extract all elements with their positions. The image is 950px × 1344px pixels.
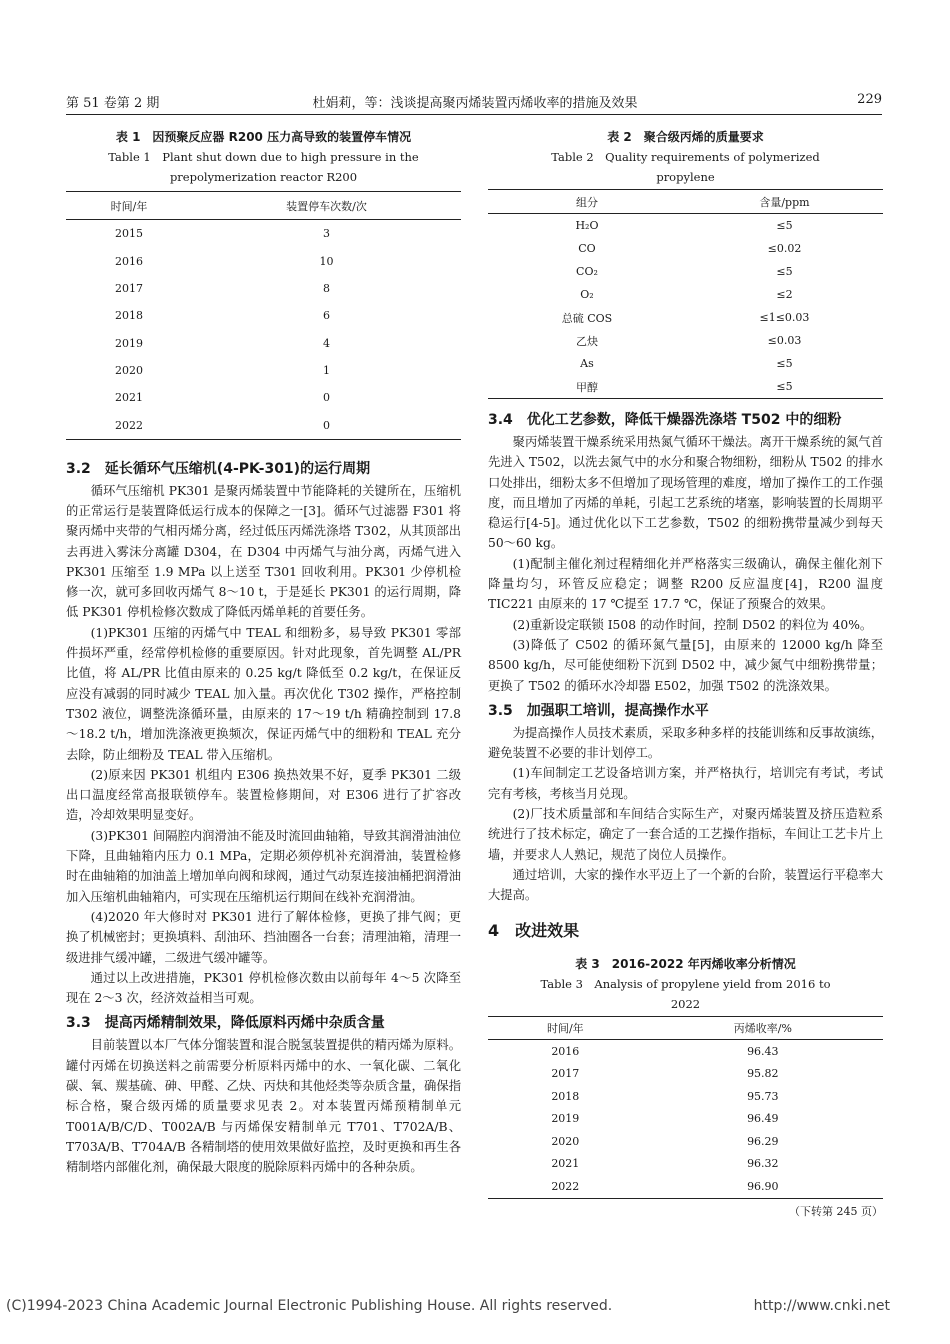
table1-cell: 2017: [114, 282, 143, 296]
table-row: [488, 237, 883, 260]
table1: [66, 191, 461, 440]
table2-cell: As: [580, 357, 594, 370]
table1-header-row: [66, 192, 461, 220]
table1-cell: 2022: [114, 418, 143, 432]
left-column: [66, 128, 461, 1177]
table-row: [66, 357, 461, 384]
paragraph: 通过培训，大家的操作水平迈上了一个新的台阶，装置运行平稳率大大提高。: [488, 867, 883, 903]
paragraph: (1)PK301 压缩的丙烯气中 TEAL 和细粉多，易导致 PK301 零部件损坏严重，经常停机检修的重要原因。针对此现象，首先调整 AL/PR 比值，将 AL/PR 比值由原来的 0.25 kg/t 降低至 0.2 kg/t，在保证反应没有减弱的同时减少 TEAL 加入量。再次优化 T302 操作，严格控制 T302 液位，调整洗涤循环量，由原来的 17～19 t/h 精确控制到 17.8～18.2 t/h，增加洗涤液更换频次，保证丙烯气中的细粉和 TEAL 充分去除，防止细粉及 TEAL 带入压缩机。: [66, 625, 461, 762]
table2-cell: 总硫 COS: [561, 311, 613, 325]
table1-cell: 2016: [114, 254, 143, 268]
section-3-3: [66, 1012, 461, 1177]
table-row: [488, 1085, 883, 1108]
paragraph: 目前装置以本厂气体分馏装置和混合脱氢装置提供的精丙烯为原料。罐付丙烯在切换送料之前需要分析原料丙烯中的水、一氧化碳、二氧化碳、氧、羰基硫、砷、甲醛、乙炔、丙炔和其他烃类等杂质含量，确保指标合格，聚合级丙烯的质量要求见表 2。对本装置丙烯预精制单元 T001A/B/C/D、T002A/B 与丙烯保安精制单元 T701、T702A/B、T703A/B、T704A/B 各精制塔的使用效果做好监控，及时更换和再生各精制塔内部催化剂，确保最大限度的脱除原料丙烯中的各种杂质。: [66, 1038, 461, 1175]
copyright-text: (C)1994-2023 China Academic Journal Electronic Publishing House. All rights reserved.: [6, 1298, 613, 1314]
table3-caption-cn: 表 3 2016-2022 年丙烯收率分析情况: [575, 956, 796, 971]
paragraph: 聚丙烯装置干燥系统采用热氮气循环干燥法。离开干燥系统的氮气首先进入 T502，以洗去氮气中的水分和聚合物细粉，细粉从 T502 的排水口处排出，细粉太多不但增加了现场管理的难度，增加了操作工的工作强度，而且增加了丙烯的单耗，引起工艺系统的堵塞，影响装置的长周期平稳运行[4-5]。通过优化以下工艺参数，T502 的细粉携带量减少到每天 50～60 kg。: [488, 435, 883, 551]
table-row: [66, 384, 461, 411]
paragraph: 循环气压缩机 PK301 是聚丙烯装置中节能降耗的关键所在，压缩机的正常运行是装置降低运行成本的保障之一[3]。循环气过滤器 F301 将聚丙烯中夹带的气相丙烯分离，经过低压丙烯洗涤塔 T302，从其顶部出去再进入雾沫分离罐 D304，在 D304 中丙烯气与油分离，丙烯气进入 PK301 压缩至 1.9 MPa 以上送至 T301 回收利用。PK301 少停机检修一次，就可多回收丙烯气 8～10 t，于是延长 PK301 的运行周期，降低 PK301 停机检修次数成了降低丙烯单耗的首要任务。: [66, 483, 461, 620]
paragraph: (4)2020 年大修时对 PK301 进行了解体检修，更换了排气阀；更换了机械密封；更换填料、刮油环、挡油圈各一台套；清理油箱，清理一级进排气缓冲罐，二级进气缓冲罐等。: [66, 909, 461, 965]
table2-cell: ≤1≤0.03: [759, 311, 810, 324]
table1-cell: 0: [322, 391, 330, 405]
table3-cell: 96.90: [747, 1179, 779, 1193]
table-row: [488, 306, 883, 329]
table2-cell: ≤5: [776, 219, 793, 232]
section-3-2-heading: 3.2 延长循环气压缩机(4-PK-301)的运行周期: [66, 460, 371, 477]
table3-cell: 2020: [551, 1134, 580, 1148]
table2-cell: CO: [578, 242, 596, 255]
table3: [488, 1016, 883, 1199]
table2-col-content: 含量/ppm: [759, 195, 810, 209]
table-row: [66, 220, 461, 248]
table-row: [66, 275, 461, 302]
table3-cell: 2017: [551, 1067, 580, 1081]
table2-col-component: 组分: [575, 195, 598, 209]
table2-caption-cn: 表 2 聚合级丙烯的质量要求: [607, 130, 764, 144]
table-row: [488, 283, 883, 306]
running-header-title: 杜娟莉，等：浅谈提高聚丙烯装置丙烯收率的措施及效果: [312, 96, 638, 111]
table1-block: [66, 128, 461, 440]
table3-cell: 2019: [551, 1112, 580, 1126]
section-4-heading: 4 改进效果: [488, 920, 580, 940]
paragraph: 通过以上改进措施，PK301 停机检修次数由以前每年 4～5 次降至现在 2～3 次，经济效益相当可观。: [66, 970, 461, 1006]
table2-cell: ≤5: [776, 265, 793, 278]
header-rule: [66, 114, 882, 115]
table2-block: [488, 128, 883, 399]
table1-cell: 10: [319, 254, 334, 268]
paragraph: 为提高操作人员技术素质，采取多种多样的技能训练和反事故演练，避免装置不必要的非计划停工。: [488, 725, 883, 761]
table3-cell: 96.29: [747, 1134, 779, 1148]
table2-cell: ≤0.02: [767, 242, 802, 255]
section-3-5: [488, 700, 883, 906]
paragraph: (1)车间制定工艺设备培训方案，并严格执行，培训完有考试，考试完有考核，考核当月兑现。: [488, 766, 883, 801]
table1-caption-cn: 表 1 因预聚反应器 R200 压力高导致的装置停车情况: [115, 130, 412, 144]
running-header-issue: 第 51 卷第 2 期: [66, 96, 160, 111]
table1-cell: 0: [322, 418, 330, 432]
page-number: 229: [857, 92, 882, 107]
right-column: [488, 128, 883, 1219]
paragraph: (3)PK301 间隔腔内润滑油不能及时流回曲轴箱，导致其润滑油油位下降，且曲轴箱内压力 0.1 MPa，定期必须停机补充润滑油，装置检修时在曲轴箱的加油盖上增加单向阀和球阀，通过气动泵连接油桶把润滑油加入压缩机曲轴箱内，可实现在压缩机运行期间在线补充润滑油。: [66, 828, 461, 904]
table-row: [488, 1153, 883, 1176]
table2-cell: ≤2: [776, 288, 793, 301]
table2-cell: 乙炔: [575, 334, 598, 348]
table3-col-yield: 丙烯收率/%: [733, 1021, 792, 1035]
table1-cell: 2020: [114, 363, 143, 377]
continued-note: （下转第 245 页）: [789, 1204, 883, 1218]
section-3-2: [66, 458, 461, 1009]
table-row: [66, 302, 461, 329]
table-row: [66, 411, 461, 439]
table2-cell: 甲醇: [575, 380, 598, 394]
table3-block: [488, 955, 883, 1219]
table-row: [488, 1063, 883, 1086]
table1-caption-en: Table 1 Plant shut down due to high pressure in the prepolymerization reactor R200: [108, 150, 419, 184]
table1-cell: 2015: [114, 227, 143, 241]
table1-cell: 2019: [114, 336, 143, 350]
table-row: [488, 260, 883, 283]
table2: [488, 189, 883, 399]
paragraph: (1)配制主催化剂过程精细化并严格落实三级确认，确保主催化剂下降量均匀，环管反应稳定；调整 R200 反应温度[4]，R200 温度 TIC221 由原来的 17 ℃提至 17.7 ℃，保证了预聚合的效果。: [488, 556, 883, 612]
section-3-4: [488, 409, 883, 696]
table1-cell: 8: [322, 282, 330, 296]
section-3-4-heading: 3.4 优化工艺参数，降低干燥器洗涤塔 T502 中的细粉: [488, 412, 842, 428]
paragraph: (3)降低了 C502 的循环氮气量[5]，由原来的 12000 kg/h 降至 8500 kg/h，尽可能使细粉下沉到 D502 中，减少氮气中细粉携带量；更换了 T502 的循环水冷却器 E502，加强 T502 的洗涤效果。: [488, 637, 883, 693]
table-row: [488, 375, 883, 399]
table1-cell: 3: [322, 227, 330, 241]
table3-header-row: [488, 1016, 883, 1040]
table3-cell: 2016: [551, 1044, 580, 1058]
table1-cell: 6: [322, 309, 330, 323]
table1-col-shutdowns: 装置停车次数/次: [286, 199, 367, 213]
table-row: [488, 1175, 883, 1198]
table-row: [488, 329, 883, 352]
table2-cell: H₂O: [575, 219, 599, 232]
table-row: [488, 1108, 883, 1131]
table2-cell: ≤5: [776, 380, 793, 393]
table3-cell: 96.32: [747, 1157, 779, 1171]
table1-cell: 2021: [114, 391, 143, 405]
paragraph: (2)原来因 PK301 机组内 E306 换热效果不好，夏季 PK301 二级出口温度经常高报联锁停车。装置检修期间，对 E306 进行了扩容改造，冷却效果明显变好。: [66, 767, 461, 823]
table-row: [488, 1040, 883, 1063]
table1-col-year: 时间/年: [110, 199, 148, 213]
table-row: [66, 329, 461, 356]
table3-cell: 2021: [551, 1157, 580, 1171]
table3-cell: 95.73: [747, 1089, 779, 1103]
paragraph: (2)重新设定联锁 I508 的动作时间，控制 D502 的料位为 40%。: [512, 617, 873, 632]
table-row: [66, 248, 461, 275]
section-3-3-heading: 3.3 提高丙烯精制效果，降低原料丙烯中杂质含量: [66, 1015, 385, 1032]
table2-cell: ≤0.03: [767, 334, 802, 347]
table2-cell: O₂: [580, 288, 594, 301]
table2-caption-en: Table 2 Quality requirements of polymerized propylene: [551, 150, 820, 184]
table3-col-year: 时间/年: [546, 1021, 584, 1035]
table3-cell: 2018: [551, 1089, 580, 1103]
table3-cell: 2022: [551, 1179, 580, 1193]
table2-cell: CO₂: [576, 265, 598, 278]
table1-cell: 4: [322, 336, 330, 350]
paragraph: (2)厂技术质量部和车间结合实际生产，对聚丙烯装置及挤压造粒系统进行了技术标定，确定了一套合适的工艺操作指标，车间让工艺卡片上墙，并要求人人熟记，规范了岗位人员操作。: [488, 807, 883, 862]
table1-cell: 2018: [114, 309, 143, 323]
table3-caption-en: Table 3 Analysis of propylene yield from 2016 to 2022: [540, 976, 831, 1011]
table3-cell: 96.49: [747, 1112, 779, 1126]
cnki-link[interactable]: http://www.cnki.net: [753, 1298, 890, 1314]
table3-cell: 95.82: [747, 1067, 779, 1081]
table3-cell: 96.43: [747, 1044, 779, 1058]
table-row: [488, 1130, 883, 1153]
table2-header-row: [488, 190, 883, 214]
table1-cell: 1: [322, 363, 330, 377]
table-row: [488, 352, 883, 375]
table-row: [488, 214, 883, 238]
section-3-5-heading: 3.5 加强职工培训，提高操作水平: [488, 702, 709, 719]
table2-cell: ≤5: [776, 357, 793, 370]
